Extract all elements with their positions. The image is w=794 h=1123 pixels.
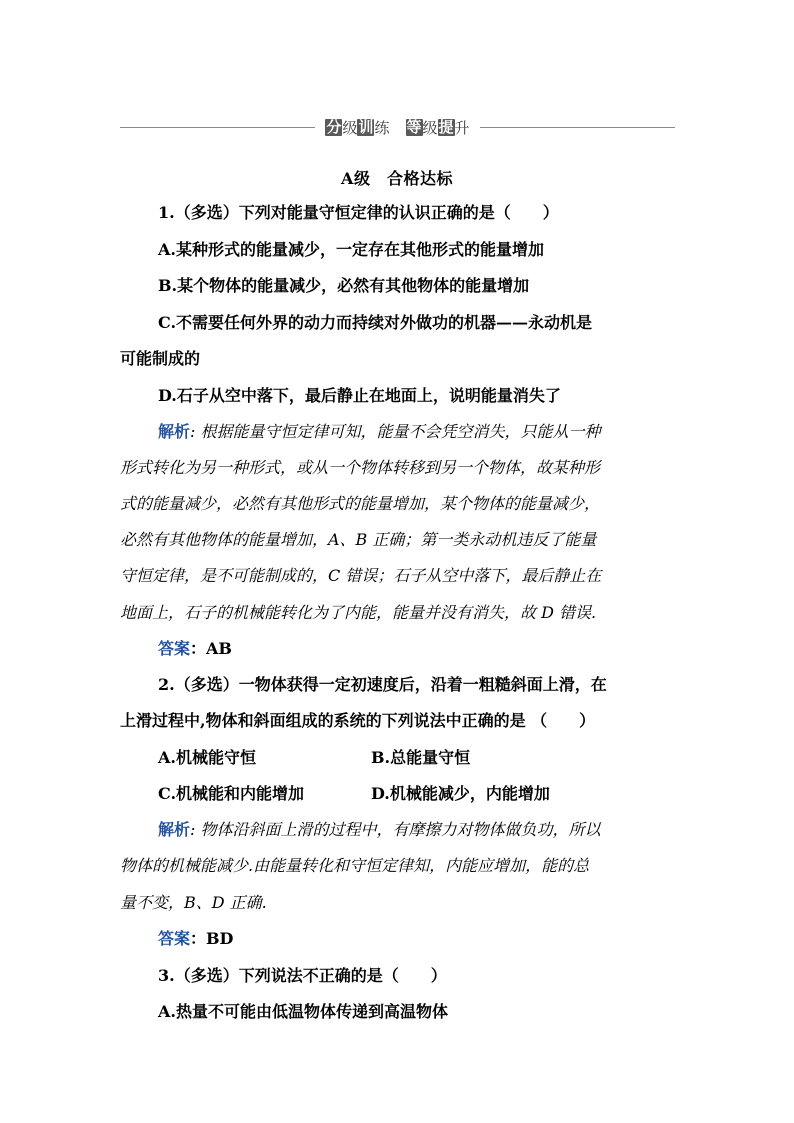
answer-text: ：BD	[190, 929, 234, 948]
q1-option-a: A.某种形式的能量减少，一定存在其他形式的能量增加	[158, 240, 544, 259]
explanation-tag: 解析	[158, 422, 191, 441]
q2-stem-cont: 上滑过程中,物体和斜面组成的系统的下列说法中正确的是 （ ）	[120, 711, 596, 730]
banner-left-rule	[120, 127, 315, 128]
answer-tag: 答案	[158, 639, 191, 658]
banner-box-char: 训	[358, 117, 374, 136]
banner-char: 级	[422, 118, 438, 137]
q2-option-a: A.机械能守恒	[158, 748, 256, 767]
q1-explanation-line: 必然有其他物体的能量增加，A、B 正确；第一类永动机违反了能量	[120, 530, 597, 549]
banner-char: 级	[342, 118, 358, 137]
explanation-tag: 解析	[158, 820, 191, 839]
q1-stem: 1.（多选）下列对能量守恒定律的认识正确的是（ ）	[158, 203, 559, 222]
q2-explanation-line	[158, 820, 601, 840]
q2-options-row-2	[158, 784, 678, 804]
q2-explanation-line: 物体的机械能减少.由能量转化和守恒定律知，内能应增加，能的总	[120, 856, 590, 875]
banner-box-char: 分	[326, 117, 342, 136]
banner-char: 升	[454, 118, 470, 137]
explanation-text: : 根据能量守恒定律可知，能量不会凭空消失，只能从一种	[190, 422, 601, 441]
q2-option-b: B.总能量守恒	[371, 748, 471, 767]
q1-explanation-line: 地面上，石子的机械能转化为了内能，能量并没有消失，故 D 错误.	[120, 603, 597, 622]
q1-option-b: B.某个物体的能量减少，必然有其他物体的能量增加	[158, 276, 530, 295]
banner-right-rule	[480, 127, 675, 128]
q1-option-c-cont: 可能制成的	[120, 349, 201, 368]
q2-stem: 2.（多选）一物体获得一定初速度后，沿着一粗糙斜面上滑，在	[158, 675, 607, 694]
banner-char: 练	[374, 118, 390, 137]
banner-left-group	[325, 117, 389, 138]
section-banner	[120, 113, 675, 141]
banner-right-group	[406, 117, 470, 138]
q3-stem: 3.（多选）下列说法不正确的是（ ）	[158, 966, 447, 985]
q1-answer	[158, 639, 232, 659]
banner-title	[315, 117, 479, 138]
q1-explanation-line: 形式转化为另一种形式，或从一个物体转移到另一个物体，故某种形	[120, 458, 601, 477]
q1-option-d: D.石子从空中落下，最后静止在地面上，说明能量消失了	[158, 386, 561, 405]
q1-explanation-line: 守恒定律，是不可能制成的，C 错误；石子从空中落下，最后静止在	[120, 566, 602, 585]
answer-text: ：AB	[190, 639, 232, 658]
q2-option-d: D.机械能减少，内能增加	[371, 784, 550, 803]
q1-explanation-line	[158, 422, 601, 442]
q2-explanation-line: 量不变，B、D 正确.	[120, 893, 267, 912]
level-title: A级 合格达标	[341, 169, 453, 188]
explanation-text: : 物体沿斜面上滑的过程中，有摩擦力对物体做负功，所以	[190, 820, 601, 839]
q1-option-c: C.不需要任何外界的动力而持续对外做功的机器——永动机是	[158, 313, 593, 332]
q3-option-a: A.热量不可能由低温物体传递到高温物体	[158, 1002, 448, 1021]
answer-tag: 答案	[158, 929, 191, 948]
q2-option-c: C.机械能和内能增加	[158, 784, 305, 803]
q2-options-row-1	[158, 748, 678, 768]
q2-answer	[158, 929, 233, 949]
banner-box-char: 等	[406, 117, 422, 136]
banner-box-char: 提	[438, 117, 454, 136]
q1-explanation-line: 式的能量减少，必然有其他形式的能量增加，某个物体的能量减少，	[120, 494, 601, 513]
